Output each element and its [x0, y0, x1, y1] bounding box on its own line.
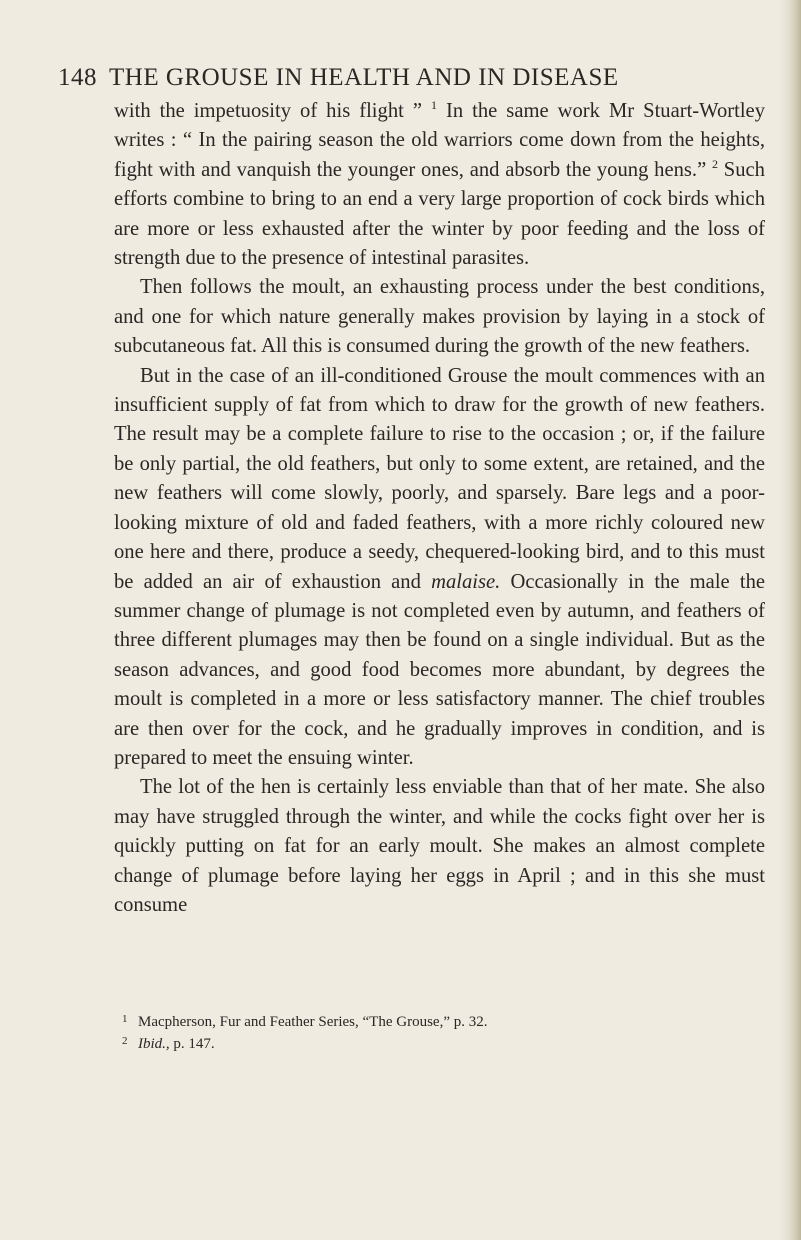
footnote-2-text: p. 147.	[169, 1036, 215, 1052]
body-text	[114, 97, 765, 920]
footnote-1-number: 1	[122, 1013, 128, 1025]
footnote-1-text: Macpherson, Fur and Feather Series, “The Grouse,” p. 32.	[138, 1014, 488, 1030]
paragraph-3	[114, 362, 765, 774]
footnote-2-number: 2	[122, 1035, 128, 1047]
paragraph-1	[114, 97, 765, 273]
paragraph-3-text-b: Occasionally in the male the summer change of plumage is not completed even by autumn, and feathers of three different plumages may then be found on a single individual. But as the season advances, and good food becomes more abundant, by degrees the moult is completed in a more or less satisfactory manner. The chief troubles are then over for the cock, and he gradually improves in condition, and is prepared to meet the ensuing winter.	[114, 570, 766, 769]
paragraph-1-text-a: with the impetuosity of his flight ”	[114, 100, 431, 122]
paragraph-2: Then follows the moult, an exhausting process under the best conditions, and one for which nature generally makes provision by laying in a stock of subcutaneous fat. All this is consumed during the growth of the new feathers.	[114, 276, 765, 358]
footnote-2-ibid: Ibid.,	[138, 1036, 170, 1052]
paragraph-3-text-a: But in the case of an ill-conditioned Grouse the moult commences with an insufficient supply of fat from which to draw for the growth of new feathers. The result may be a complete failure to rise to the occasion ; or, if the failure be only partial, the old feathers, but only to some extent, are retained, and the new feathers will come slowly, poorly, and sparsely. Bare legs and a poor-looking mixture of old and faded feathers, with a more richly coloured new one here and there, produce a seedy, chequered-looking bird, and to this must be added an air of exhaustion and	[114, 364, 765, 593]
footnote-ref-1: 1	[430, 98, 437, 113]
page-number: 148	[58, 64, 97, 91]
paragraph-4: The lot of the hen is certainly less enviable than that of her mate. She also may have struggled through the winter, and while the cocks fight over her is quickly putting on fat for an early moult. She makes an almost complete change of plumage before laying her eggs in April ; and in this she must consume	[114, 776, 765, 916]
running-title: THE GROUSE IN HEALTH AND IN DISEASE	[109, 64, 619, 91]
footnote-1	[114, 1011, 754, 1033]
paragraph-1-text-c: Such efforts combine to bring to an end a very large proportion of cock birds which are more or less exhausted after the winter by poor feeding and the loss of strength due to the presence of intestinal parasites.	[114, 158, 765, 270]
running-header	[58, 64, 748, 92]
page-edge-shadow	[779, 0, 801, 1240]
paragraph-1-text-b: In the same work Mr Stuart-Wortley writes : “ In the pairing season the old warriors come down from the heights, fight with and vanquish the younger ones, and absorb the young hens.”	[114, 100, 765, 181]
footnote-ref-2: 2	[712, 156, 718, 171]
footnote-2	[114, 1033, 754, 1055]
footnotes	[114, 1011, 754, 1055]
italic-malaise: malaise.	[431, 570, 501, 593]
